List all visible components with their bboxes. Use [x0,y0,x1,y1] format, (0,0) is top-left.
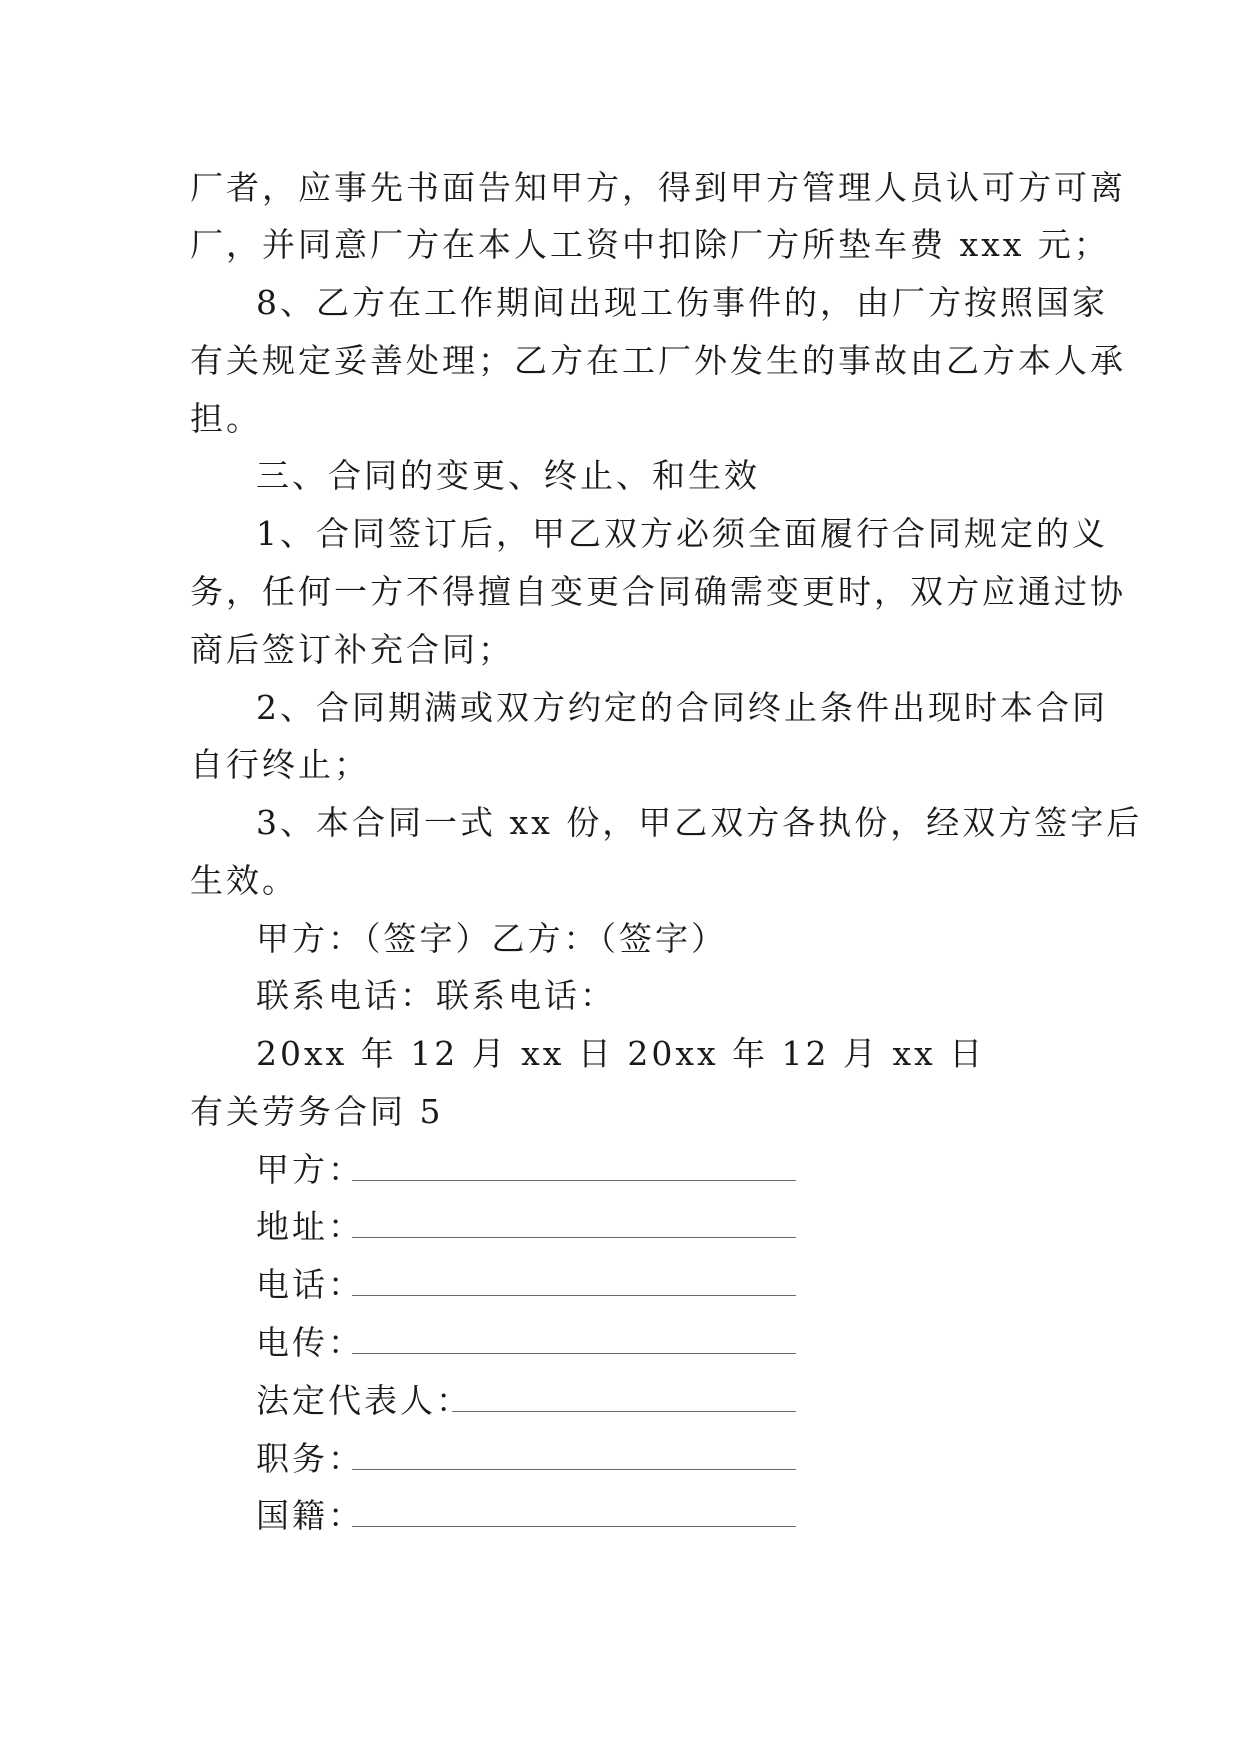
text-line: 商后签订补充合同； [190,630,514,669]
text-line: 厂，并同意厂方在本人工资中扣除厂方所垫车费 xxx 元； [190,225,1110,264]
position-blank[interactable] [352,1469,796,1470]
text-line: 厂者，应事先书面告知甲方，得到甲方管理人员认可方可离 [190,168,1126,207]
phone-blank[interactable] [352,1295,796,1296]
fax-blank[interactable] [352,1353,796,1354]
signature-line: 甲方：（签字）乙方：（签字） [256,919,727,958]
clause-3: 3、本合同一式 xx 份，甲乙双方各执份，经双方签字后 [256,803,1143,842]
address-label: 地址： [256,1207,364,1246]
text-line: 自行终止； [190,745,370,784]
nationality-label: 国籍： [256,1496,364,1535]
party-a-blank[interactable] [352,1180,796,1181]
contract-title: 有关劳务合同 5 [190,1092,444,1131]
contact-phone-line: 联系电话：联系电话： [256,976,616,1015]
date-line: 20xx 年 12 月 xx 日 20xx 年 12 月 xx 日 [256,1034,986,1073]
address-blank[interactable] [352,1237,796,1238]
legal-representative-label: 法定代表人： [256,1381,472,1420]
clause-8: 8、乙方在工作期间出现工伤事件的，由厂方按照国家 [256,283,1108,322]
text-line: 有关规定妥善处理；乙方在工厂外发生的事故由乙方本人承 [190,341,1126,380]
party-a-label: 甲方： [256,1150,364,1189]
legal-representative-blank[interactable] [452,1411,796,1412]
text-line: 务，任何一方不得擅自变更合同确需变更时，双方应通过协 [190,572,1126,611]
position-label: 职务： [256,1439,364,1478]
fax-label: 电传： [256,1323,364,1362]
nationality-blank[interactable] [352,1526,796,1527]
phone-label: 电话： [256,1265,364,1304]
clause-2: 2、合同期满或双方约定的合同终止条件出现时本合同 [256,688,1108,727]
text-line: 生效。 [190,861,298,900]
text-line: 担。 [190,399,262,438]
clause-1: 1、合同签订后，甲乙双方必须全面履行合同规定的义 [256,514,1108,553]
section-heading: 三、合同的变更、终止、和生效 [256,456,760,495]
